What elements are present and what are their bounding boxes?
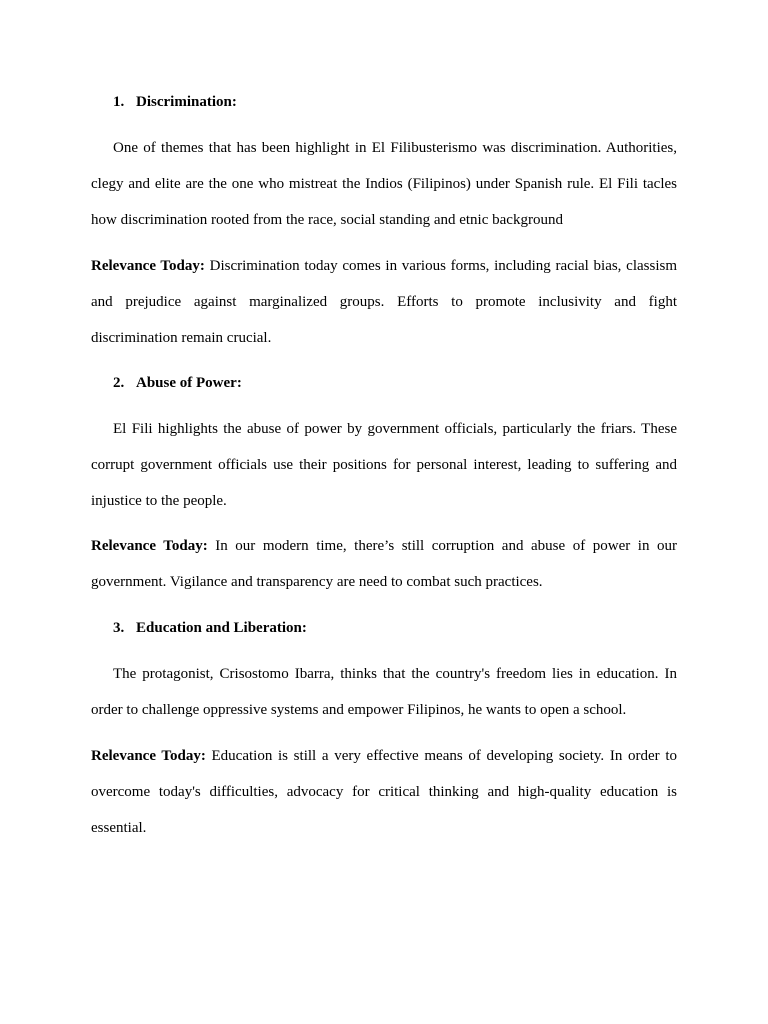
relevance-text: Education is still a very effective means of developing society. In order to overcome today's difficulties, advocacy for critical thinking and high-quality education is essential.: [91, 748, 677, 836]
relevance-label: Relevance Today:: [91, 258, 205, 274]
relevance-paragraph-education-and-liberation: [91, 738, 677, 846]
relevance-label: Relevance Today:: [91, 538, 208, 554]
relevance-paragraph-discrimination: [91, 248, 677, 356]
relevance-label: Relevance Today:: [91, 748, 206, 764]
section-number: 2.: [113, 375, 125, 391]
section-body-abuse-of-power: El Fili highlights the abuse of power by government officials, particularly the friars. These corrupt government officials use their positions for personal interest, leading to suffering and injustice to the people.: [91, 421, 677, 509]
relevance-text: In our modern time, there’s still corruption and abuse of power in our government. Vigilance and transparency are need to combat such practices.: [91, 538, 677, 590]
relevance-paragraph-abuse-of-power: [91, 528, 677, 600]
section-body-education-and-liberation: The protagonist, Crisostomo Ibarra, thinks that the country's freedom lies in education. In order to challenge oppressive systems and empower Filipinos, he wants to open a school.: [91, 666, 677, 718]
section-heading-abuse-of-power: [113, 374, 242, 392]
section-heading-education-and-liberation: [113, 619, 307, 637]
section-title: Education and Liberation:: [136, 620, 307, 636]
section-title: Discrimination:: [136, 94, 237, 110]
section-number: 1.: [113, 94, 125, 110]
relevance-text: Discrimination today comes in various forms, including racial bias, classism and prejudice against marginalized groups. Efforts to promote inclusivity and fight discrimination remain crucial.: [91, 258, 677, 346]
section-title: Abuse of Power:: [136, 375, 242, 391]
section-number: 3.: [113, 620, 125, 636]
section-body-discrimination: One of themes that has been highlight in El Filibusterismo was discrimination. Authorities, clegy and elite are the one who mistreat the Indios (Filipinos) under Spanish rule. El Fili tacles how discrimination rooted from the race, social standing and etnic background: [91, 140, 677, 228]
section-heading-discrimination: [113, 93, 237, 111]
